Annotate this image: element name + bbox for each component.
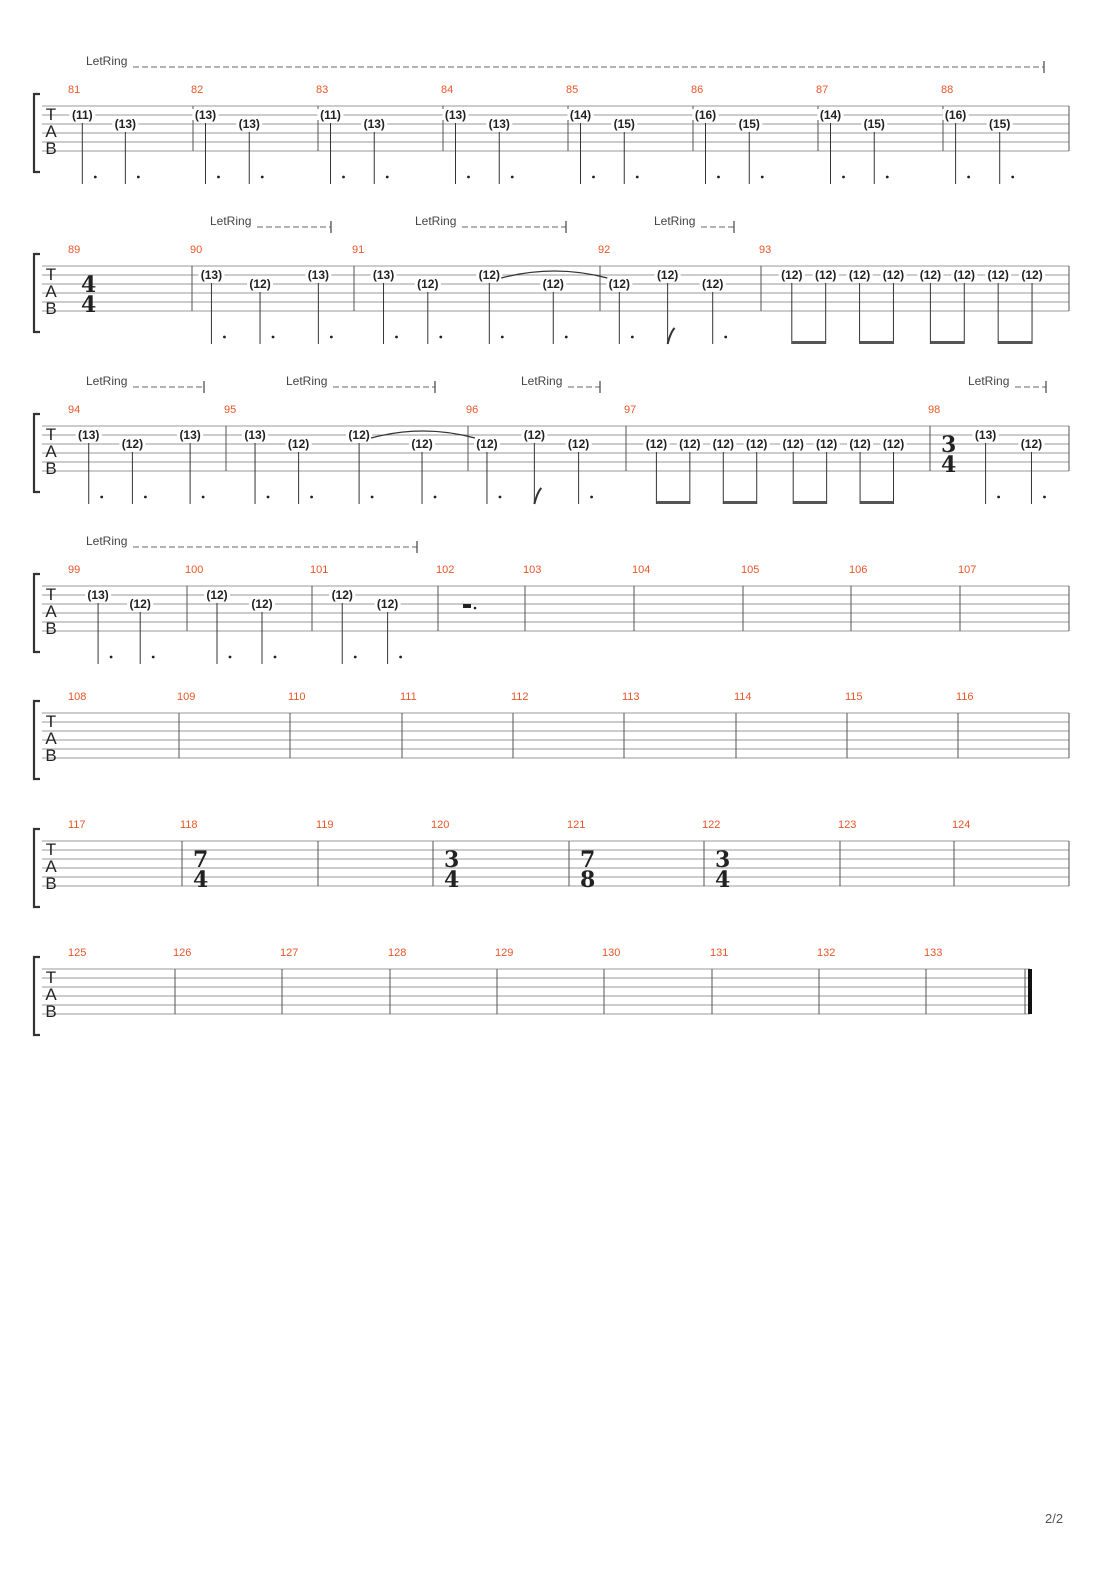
fret-number: (12) — [645, 437, 668, 451]
let-ring-label: LetRing — [86, 534, 128, 548]
tab-system — [34, 819, 1069, 907]
eighth-beam — [930, 341, 964, 344]
measure-number: 84 — [441, 84, 454, 96]
measure-number: 113 — [622, 691, 640, 703]
measure-number: 122 — [702, 819, 721, 831]
eighth-beam — [723, 501, 756, 504]
measure-number: 127 — [280, 947, 299, 959]
measure-number: 100 — [185, 564, 204, 576]
tab-system — [34, 374, 1069, 504]
rhythm-dot — [511, 176, 514, 179]
fret-number: (12) — [679, 437, 701, 451]
fret-number: (12) — [542, 277, 564, 291]
fret-number: (14) — [569, 108, 592, 122]
rhythm-dot — [330, 336, 333, 339]
rhythm-dot — [310, 496, 313, 499]
tab-clef-letter: A — [45, 985, 57, 1004]
tab-clef-letter: T — [45, 265, 57, 284]
tab-clef-letter: A — [45, 857, 57, 876]
measure-number: 102 — [436, 564, 455, 576]
fret-number: (12) — [815, 268, 837, 282]
measure-number: 89 — [68, 244, 81, 256]
tab-system — [34, 534, 1069, 664]
fret-number: (13) — [179, 428, 201, 442]
fret-number: (12) — [331, 588, 353, 602]
fret-number: (12) — [567, 437, 590, 451]
measure-number: 103 — [523, 564, 542, 576]
rhythm-dot — [761, 176, 764, 179]
fret-number: (12) — [702, 277, 724, 291]
fret-number: (15) — [989, 117, 1011, 131]
tab-clef-letter: B — [45, 139, 57, 158]
fret-number: (12) — [746, 437, 768, 451]
fret-number: (12) — [417, 277, 439, 291]
measure-number: 96 — [466, 404, 479, 416]
fret-number: (11) — [71, 108, 93, 122]
rhythm-dot — [395, 336, 398, 339]
measure-number: 88 — [941, 84, 954, 96]
rhythm-dot — [886, 176, 889, 179]
measure-number: 121 — [567, 819, 586, 831]
fret-number: (12) — [656, 268, 679, 282]
measure-number: 97 — [624, 404, 637, 416]
measure-number: 99 — [68, 564, 81, 576]
rhythm-dot — [354, 656, 357, 659]
eighth-beam — [860, 501, 893, 504]
tab-clef-letter: A — [45, 282, 57, 301]
fret-number: (15) — [738, 117, 760, 131]
time-signature-bottom: 4 — [81, 292, 97, 318]
rhythm-dot — [636, 176, 639, 179]
measure-number: 81 — [68, 84, 81, 96]
fret-number: (15) — [863, 117, 885, 131]
measure-number: 106 — [849, 564, 868, 576]
tab-clef-letter: A — [45, 602, 57, 621]
rhythm-dot — [499, 496, 502, 499]
let-ring-label: LetRing — [654, 214, 696, 228]
time-signature-bottom: 4 — [193, 867, 209, 893]
time-signature-top: 7 — [580, 847, 596, 873]
let-ring-label: LetRing — [415, 214, 457, 228]
eighth-beam — [860, 341, 894, 344]
measure-number: 107 — [958, 564, 977, 576]
half-rest — [463, 604, 471, 608]
let-ring-label: LetRing — [521, 374, 563, 388]
measure-number: 108 — [68, 691, 87, 703]
rhythm-dot — [261, 176, 264, 179]
measure-number: 109 — [177, 691, 196, 703]
tab-clef-letter: T — [45, 105, 57, 124]
tab-clef-letter: A — [45, 442, 57, 461]
fret-number: (12) — [287, 437, 310, 451]
measure-number: 112 — [511, 691, 529, 703]
fret-number: (12) — [608, 277, 630, 291]
eighth-beam — [656, 501, 689, 504]
let-ring-label: LetRing — [286, 374, 328, 388]
measure-number: 87 — [816, 84, 829, 96]
rhythm-dot — [399, 656, 402, 659]
measure-number: 86 — [691, 84, 704, 96]
time-signature-bottom: 4 — [444, 867, 460, 893]
time-signature-top: 3 — [444, 847, 460, 873]
eighth-flag — [534, 488, 541, 504]
rhythm-dot — [274, 656, 277, 659]
system-bracket — [34, 414, 40, 492]
system-bracket — [34, 574, 40, 652]
measure-number: 101 — [310, 564, 329, 576]
measure-number: 118 — [180, 819, 198, 831]
tab-clef-letter: T — [45, 968, 57, 987]
fret-number: (12) — [478, 268, 500, 282]
fret-number: (15) — [613, 117, 635, 131]
measure-number: 105 — [741, 564, 760, 576]
let-ring-label: LetRing — [210, 214, 252, 228]
rhythm-dot — [501, 336, 504, 339]
fret-number: (12) — [849, 437, 871, 451]
measure-number: 94 — [68, 404, 81, 416]
measure-number: 83 — [316, 84, 329, 96]
measure-number: 132 — [817, 947, 836, 959]
fret-number: (16) — [694, 108, 717, 122]
fret-number: (12) — [919, 268, 942, 282]
tab-system — [34, 691, 1069, 779]
tab-clef-letter: T — [45, 712, 57, 731]
rhythm-dot — [342, 176, 345, 179]
rhythm-dot — [272, 336, 275, 339]
tab-clef-letter: B — [45, 874, 57, 893]
fret-number: (13) — [78, 428, 100, 442]
rhythm-dot — [202, 496, 205, 499]
fret-number: (12) — [206, 588, 228, 602]
time-signature-top: 7 — [193, 847, 209, 873]
fret-number: (13) — [488, 117, 510, 131]
measure-number: 95 — [224, 404, 237, 416]
rhythm-dot — [152, 656, 155, 659]
rhythm-dot — [724, 336, 727, 339]
rhythm-dot — [371, 496, 374, 499]
time-signature-bottom: 4 — [715, 867, 731, 893]
time-signature-top: 4 — [81, 272, 97, 298]
rest-dot — [474, 607, 477, 610]
tab-clef-letter: T — [45, 840, 57, 859]
tab-clef-letter: T — [45, 585, 57, 604]
fret-number: (13) — [974, 428, 997, 442]
tab-clef-letter: B — [45, 619, 57, 638]
rhythm-dot — [967, 176, 970, 179]
rhythm-dot — [223, 336, 226, 339]
rhythm-dot — [439, 336, 442, 339]
measure-number: 91 — [352, 244, 365, 256]
system-bracket — [34, 94, 40, 172]
fret-number: (13) — [238, 117, 260, 131]
eighth-beam — [998, 341, 1032, 344]
tab-system — [34, 947, 1032, 1035]
rhythm-dot — [592, 176, 595, 179]
system-bracket — [34, 957, 40, 1035]
rhythm-dot — [565, 336, 568, 339]
let-ring-label: LetRing — [86, 374, 128, 388]
measure-number: 104 — [632, 564, 651, 576]
rhythm-dot — [229, 656, 232, 659]
system-bracket — [34, 254, 40, 332]
measure-number: 116 — [956, 691, 974, 703]
measure-number: 124 — [952, 819, 971, 831]
fret-number: (12) — [782, 437, 804, 451]
measure-number: 93 — [759, 244, 772, 256]
measure-number: 119 — [316, 819, 334, 831]
tab-clef-letter: T — [45, 425, 57, 444]
fret-number: (12) — [523, 428, 546, 442]
fret-number: (12) — [348, 428, 370, 442]
tab-clef-letter: B — [45, 459, 57, 478]
let-ring-label: LetRing — [968, 374, 1010, 388]
measure-number: 92 — [598, 244, 611, 256]
rhythm-dot — [1011, 176, 1014, 179]
tab-clef-letter: B — [45, 299, 57, 318]
fret-number: (12) — [1020, 437, 1043, 451]
measure-number: 98 — [928, 404, 941, 416]
rhythm-dot — [94, 176, 97, 179]
time-signature-top: 3 — [941, 432, 957, 458]
system-bracket — [34, 829, 40, 907]
measure-number: 111 — [400, 691, 417, 703]
rhythm-dot — [137, 176, 140, 179]
rhythm-dot — [842, 176, 845, 179]
fret-number: (12) — [249, 277, 271, 291]
tab-clef-letter: B — [45, 1002, 57, 1021]
measure-number: 126 — [173, 947, 192, 959]
tab-clef-letter: A — [45, 122, 57, 141]
fret-number: (13) — [444, 108, 467, 122]
tab-clef-letter: A — [45, 729, 57, 748]
fret-number: (12) — [987, 268, 1009, 282]
measure-number: 90 — [190, 244, 203, 256]
eighth-flag — [668, 328, 675, 344]
tab-system — [34, 214, 1069, 344]
let-ring-label: LetRing — [86, 54, 128, 68]
rhythm-dot — [434, 496, 437, 499]
fret-number: (13) — [372, 268, 395, 282]
rhythm-dot — [100, 496, 103, 499]
measure-number: 82 — [191, 84, 204, 96]
fret-number: (13) — [200, 268, 223, 282]
tab-clef-letter: B — [45, 746, 57, 765]
fret-number: (12) — [848, 268, 871, 282]
fret-number: (12) — [121, 437, 144, 451]
fret-number: (11) — [320, 108, 341, 122]
rhythm-dot — [467, 176, 470, 179]
fret-number: (13) — [363, 117, 385, 131]
fret-number: (13) — [87, 588, 109, 602]
system-bracket — [34, 701, 40, 779]
fret-number: (12) — [251, 597, 273, 611]
fret-number: (12) — [411, 437, 433, 451]
time-signature-bottom: 8 — [580, 867, 596, 893]
fret-number: (12) — [476, 437, 498, 451]
fret-number: (12) — [953, 268, 975, 282]
rhythm-dot — [386, 176, 389, 179]
fret-number: (13) — [114, 117, 137, 131]
rhythm-dot — [1043, 496, 1046, 499]
rhythm-dot — [217, 176, 220, 179]
measure-number: 129 — [495, 947, 514, 959]
tab-system — [34, 54, 1069, 184]
fret-number: (12) — [882, 268, 905, 282]
rhythm-dot — [997, 496, 1000, 499]
fret-number: (12) — [781, 268, 803, 282]
time-signature-top: 3 — [715, 847, 731, 873]
measure-number: 123 — [838, 819, 857, 831]
fret-number: (12) — [129, 597, 151, 611]
fret-number: (13) — [244, 428, 266, 442]
measure-number: 85 — [566, 84, 579, 96]
measure-number: 133 — [924, 947, 943, 959]
eighth-beam — [792, 341, 826, 344]
fret-number: (13) — [307, 268, 330, 282]
fret-number: (16) — [944, 108, 967, 122]
rhythm-dot — [110, 656, 113, 659]
eighth-beam — [793, 501, 826, 504]
measure-number: 131 — [710, 947, 729, 959]
measure-number: 110 — [288, 691, 306, 703]
time-signature-bottom: 4 — [941, 452, 957, 478]
fret-number: (13) — [194, 108, 217, 122]
measure-number: 117 — [68, 819, 86, 831]
measure-number: 125 — [68, 947, 87, 959]
fret-number: (12) — [1021, 268, 1043, 282]
rhythm-dot — [631, 336, 634, 339]
fret-number: (12) — [882, 437, 905, 451]
measure-number: 120 — [431, 819, 450, 831]
measure-number: 115 — [845, 691, 863, 703]
rhythm-dot — [267, 496, 270, 499]
measure-number: 114 — [734, 691, 752, 703]
fret-number: (12) — [815, 437, 838, 451]
final-barline-thick — [1028, 969, 1032, 1014]
rhythm-dot — [590, 496, 593, 499]
page-number: 2/2 — [1045, 1511, 1064, 1526]
measure-number: 128 — [388, 947, 407, 959]
fret-number: (12) — [712, 437, 734, 451]
fret-number: (12) — [376, 597, 399, 611]
rhythm-dot — [144, 496, 147, 499]
measure-number: 130 — [602, 947, 621, 959]
rhythm-dot — [717, 176, 720, 179]
fret-number: (14) — [819, 108, 842, 122]
